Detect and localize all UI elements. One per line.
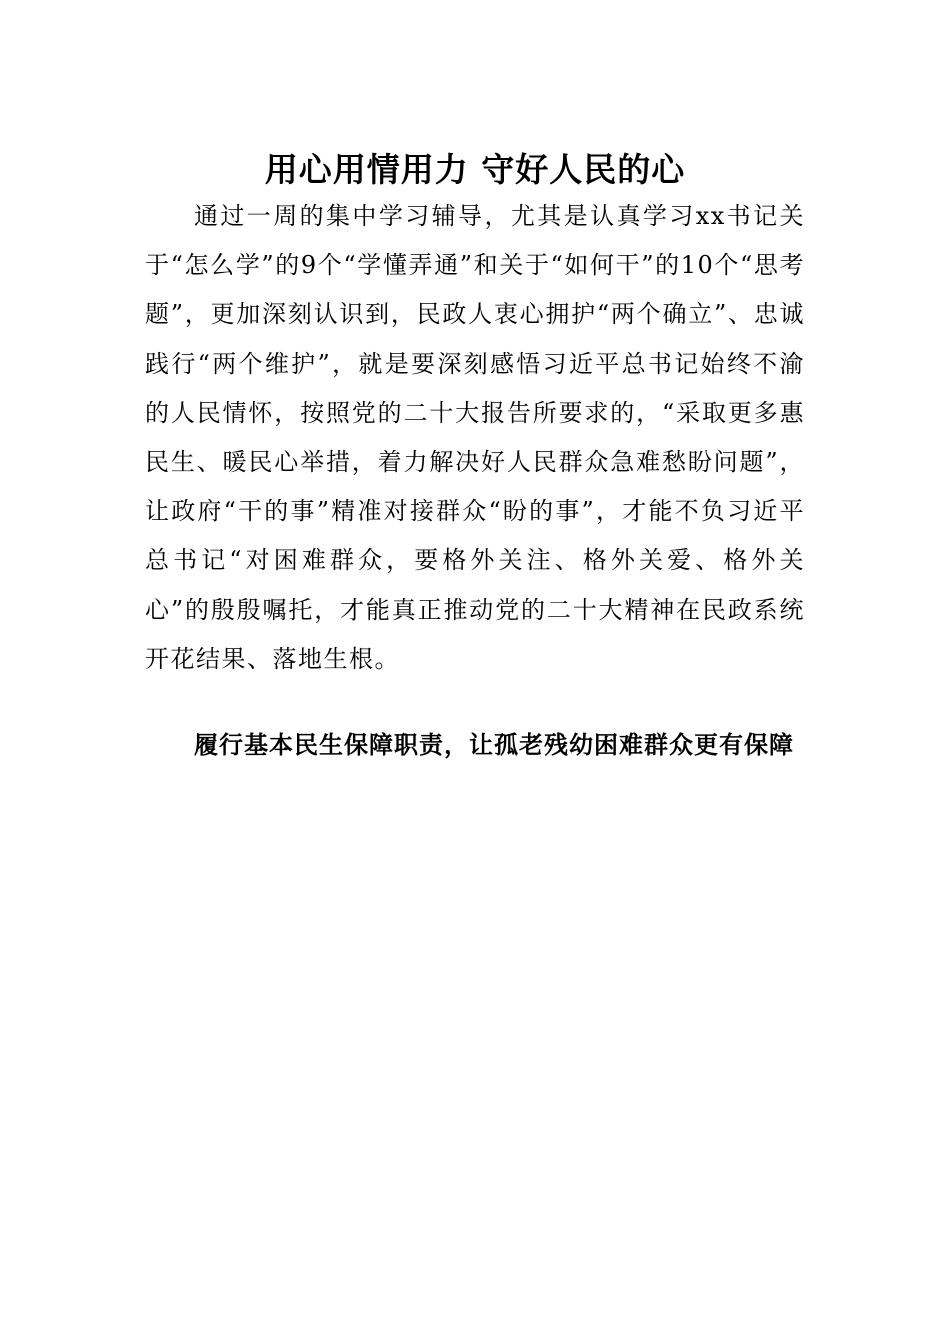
body-paragraph: 通过一周的集中学习辅导，尤其是认真学习xx书记关于“怎么学”的9个“学懂弄通”和关于“如何干”的10个“思考题”，更加深刻认识到，民政人衷心拥护“两个确立”、忠诚践行“两个维护”，就是要深刻感悟习近平总书记始终不渝的人民情怀，按照党的二十大报告所要求的，“采取更多惠民生、暖民心举措，着力解决好人民群众急难愁盼问题”，让政府“干的事”精准对接群众“盼的事”，才能不负习近平总书记“对困难群众，要格外关注、格外关爱、格外关心”的殷殷嘱托，才能真正推动党的二十大精神在民政系统开花结果、落地生根。 (145, 202, 805, 673)
section-heading: 履行基本民生保障职责，让孤老残幼困难群众更有保障 (194, 731, 794, 759)
document-title: 用心用情用力 守好人民的心 (264, 150, 686, 189)
